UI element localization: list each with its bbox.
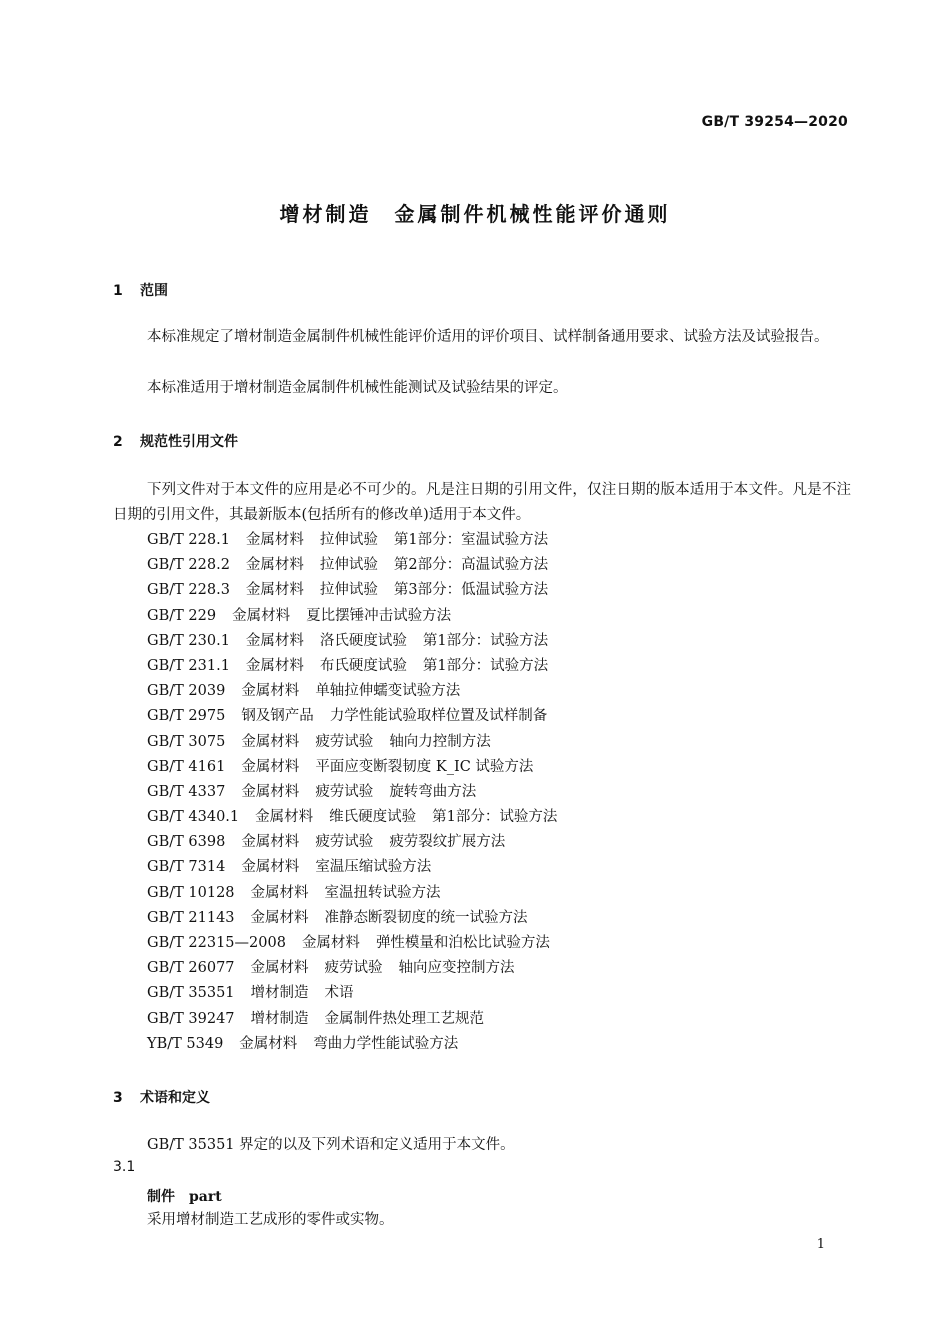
reference-code: GB/T 35351 xyxy=(147,985,235,1002)
reference-title-part: 夏比摆锤冲击试验方法 xyxy=(306,607,452,624)
document-title: 增材制造 金属制件机械性能评价通则 xyxy=(279,202,671,226)
section-number: 1 xyxy=(113,283,123,299)
reference-code: YB/T 5349 xyxy=(147,1035,224,1052)
term-heading xyxy=(147,1186,222,1206)
reference-code: GB/T 21143 xyxy=(147,909,235,926)
reference-item xyxy=(147,578,573,603)
reference-title-part: 疲劳试验 xyxy=(315,783,374,800)
reference-title-part: 弹性模量和泊松比试验方法 xyxy=(375,935,550,951)
reference-item xyxy=(147,906,573,931)
reference-title-part: 轴向力控制方法 xyxy=(389,733,491,750)
reference-title-part: 疲劳试验 xyxy=(315,834,374,851)
reference-code: GB/T 2975 xyxy=(147,708,226,725)
reference-title-part: 室温扭转试验方法 xyxy=(324,884,441,901)
reference-item xyxy=(147,956,573,981)
reference-title-part: 金属材料 xyxy=(241,758,300,775)
reference-title-part: 金属材料 xyxy=(241,733,300,750)
reference-item xyxy=(147,1007,573,1032)
reference-code: GB/T 39247 xyxy=(147,1010,235,1027)
reference-title-part: 旋转弯曲方法 xyxy=(389,783,477,800)
reference-title-part: 单轴拉伸蠕变试验方法 xyxy=(315,683,461,700)
reference-code: GB/T 4337 xyxy=(147,783,226,800)
reference-title-part: 拉伸试验 xyxy=(319,532,378,548)
reference-title-part: 金属材料 xyxy=(232,607,291,624)
scope-paragraph-2: 本标准适用于增材制造金属制件机械性能测试及试验结果的评定。 xyxy=(147,380,568,396)
reference-item xyxy=(147,805,573,830)
reference-title-part: 术语 xyxy=(324,985,354,1002)
section-heading-normative-refs xyxy=(113,431,238,451)
reference-title-part: 金属材料 xyxy=(239,1035,298,1052)
reference-list xyxy=(147,528,573,1057)
reference-code: GB/T 26077 xyxy=(147,960,235,977)
reference-item xyxy=(147,830,573,855)
reference-item xyxy=(147,1032,573,1057)
reference-code: GB/T 231.1 xyxy=(147,657,230,674)
reference-title-part: 室温压缩试验方法 xyxy=(315,859,432,876)
term-definition: 采用增材制造工艺成形的零件或实物。 xyxy=(147,1212,394,1228)
reference-title-part: 金属材料 xyxy=(250,960,309,977)
reference-item xyxy=(147,654,573,679)
reference-title-part: 金属制件热处理工艺规范 xyxy=(324,1010,485,1027)
reference-item xyxy=(147,780,573,805)
reference-title-part: 第1部分：试验方法 xyxy=(432,809,558,826)
reference-title-part: 弯曲力学性能试验方法 xyxy=(313,1035,459,1052)
section-number: 3 xyxy=(113,1090,123,1106)
reference-code: GB/T 228.2 xyxy=(147,557,230,574)
reference-code: GB/T 22315—2008 xyxy=(147,935,286,951)
page-number: 1 xyxy=(816,1237,825,1252)
reference-title-part: 布氏硬度试验 xyxy=(319,657,407,674)
reference-code: GB/T 6398 xyxy=(147,834,226,851)
reference-code: GB/T 228.1 xyxy=(147,532,230,548)
reference-item xyxy=(147,629,573,654)
reference-title-part: 拉伸试验 xyxy=(319,582,378,599)
reference-title-part: 准静态断裂韧度的统一试验方法 xyxy=(324,909,528,926)
reference-title-part: 金属材料 xyxy=(245,632,304,649)
reference-item xyxy=(147,755,573,780)
reference-item xyxy=(147,881,573,906)
reference-title-part: 金属材料 xyxy=(250,884,309,901)
section-number: 2 xyxy=(113,434,123,450)
reference-title-part: 平面应变断裂韧度 K_IC 试验方法 xyxy=(315,758,534,775)
section-title: 范围 xyxy=(140,283,168,299)
reference-item xyxy=(147,704,573,729)
reference-title-part: 洛氏硬度试验 xyxy=(319,632,407,649)
reference-title-part: 金属材料 xyxy=(241,859,300,876)
reference-title-part: 增材制造 xyxy=(250,1010,309,1027)
reference-code: GB/T 229 xyxy=(147,607,217,624)
term-en: part xyxy=(189,1189,222,1205)
reference-title-part: 金属材料 xyxy=(301,935,360,951)
section-heading-terms xyxy=(113,1087,210,1107)
reference-title-part: 力学性能试验取样位置及试样制备 xyxy=(329,708,548,725)
reference-title-part: 增材制造 xyxy=(250,985,309,1002)
scope-paragraph-1: 本标准规定了增材制造金属制件机械性能评价适用的评价项目、试样制备通用要求、试验方法及试验报告。 xyxy=(147,329,829,345)
standard-code: GB/T 39254—2020 xyxy=(701,114,848,130)
reference-item xyxy=(147,679,573,704)
reference-item xyxy=(147,553,573,578)
normative-refs-intro: 下列文件对于本文件的应用是必不可少的。凡是注日期的引用文件，仅注日期的版本适用于本文件。凡是不注日期的引用文件，其最新版本(包括所有的修改单)适用于本文件。 xyxy=(113,482,851,523)
reference-title-part: 金属材料 xyxy=(245,657,304,674)
term-zh: 制件 xyxy=(147,1189,175,1205)
reference-item xyxy=(147,855,573,880)
reference-title-part: 疲劳试验 xyxy=(324,960,383,977)
reference-code: GB/T 2039 xyxy=(147,683,226,700)
terms-intro: GB/T 35351 界定的以及下列术语和定义适用于本文件。 xyxy=(147,1137,515,1153)
reference-item xyxy=(147,730,573,755)
reference-title-part: 金属材料 xyxy=(241,834,300,851)
reference-title-part: 第1部分：试验方法 xyxy=(422,657,549,674)
reference-code: GB/T 4161 xyxy=(147,758,226,775)
reference-title-part: 金属材料 xyxy=(241,683,300,700)
reference-code: GB/T 230.1 xyxy=(147,632,230,649)
reference-title-part: 金属材料 xyxy=(245,582,304,599)
section-title: 规范性引用文件 xyxy=(140,434,238,450)
reference-code: GB/T 7314 xyxy=(147,859,226,876)
reference-title-part: 金属材料 xyxy=(250,909,309,926)
reference-item xyxy=(147,604,573,629)
reference-item xyxy=(147,528,573,553)
reference-title-part: 第3部分：低温试验方法 xyxy=(393,582,549,599)
reference-title-part: 金属材料 xyxy=(241,783,300,800)
reference-title-part: 疲劳裂纹扩展方法 xyxy=(389,834,506,851)
reference-title-part: 疲劳试验 xyxy=(315,733,374,750)
reference-title-part: 金属材料 xyxy=(255,809,314,826)
reference-title-part: 金属材料 xyxy=(245,557,304,574)
reference-title-part: 钢及钢产品 xyxy=(241,708,314,725)
reference-title-part: 第1部分：试验方法 xyxy=(422,632,549,649)
reference-title-part: 拉伸试验 xyxy=(319,557,378,574)
reference-title-part: 第1部分：室温试验方法 xyxy=(393,532,549,548)
section-title: 术语和定义 xyxy=(140,1090,210,1106)
section-heading-scope xyxy=(113,280,168,300)
term-number: 3.1 xyxy=(113,1159,136,1175)
reference-item xyxy=(147,981,573,1006)
reference-code: GB/T 4340.1 xyxy=(147,809,240,826)
reference-code: GB/T 228.3 xyxy=(147,582,230,599)
reference-title-part: 金属材料 xyxy=(245,532,304,548)
reference-title-part: 轴向应变控制方法 xyxy=(398,960,515,977)
reference-title-part: 维氏硬度试验 xyxy=(329,809,417,826)
reference-title-part: 第2部分：高温试验方法 xyxy=(393,557,549,574)
reference-item xyxy=(147,931,573,956)
reference-code: GB/T 10128 xyxy=(147,884,235,901)
reference-code: GB/T 3075 xyxy=(147,733,226,750)
